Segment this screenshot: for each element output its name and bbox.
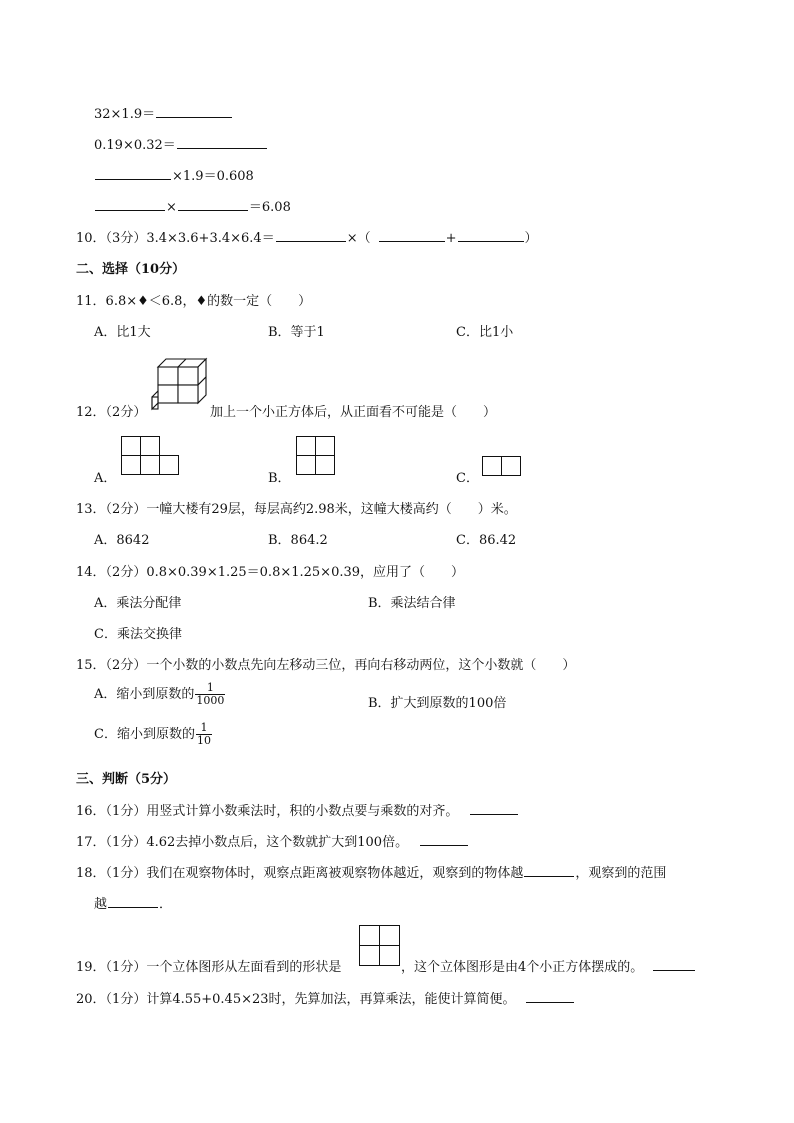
q18-part2: ，观察到的范围 <box>575 866 667 881</box>
square-cell <box>359 945 380 966</box>
square-cell <box>140 436 160 456</box>
q19-prefix: 19．（1分）一个立体图形从左面看到的形状是 <box>76 960 342 975</box>
q14-option-a[interactable]: A．乘法分配律 <box>94 596 182 611</box>
answer-blank[interactable] <box>458 229 524 242</box>
q13-option-c[interactable]: C．86.42 <box>456 533 517 548</box>
q12-option-c-figure[interactable] <box>482 456 522 476</box>
square-cell <box>296 436 316 456</box>
q19-rest <box>401 956 696 975</box>
q9-line3 <box>94 165 254 184</box>
square-cell <box>482 456 502 476</box>
q20-stem: 20．（1分）计算4.55+0.45×23时，先算加法，再算乘法，能使计算简便。 <box>76 992 516 1007</box>
q13-stem: 13．（2分）一幢大楼有29层，每层高约2.98米，这幢大楼高约（ ）米。 <box>76 502 517 517</box>
q17 <box>76 831 469 850</box>
fraction-numerator: 1 <box>206 681 214 694</box>
q19-left-view-figure <box>359 925 401 967</box>
square-cell <box>121 436 141 456</box>
q18-line1 <box>76 862 666 881</box>
answer-blank[interactable] <box>526 990 574 1003</box>
q14-stem: 14．（2分）0.8×0.39×1.25＝0.8×1.25×0.39，应用了（ ） <box>76 565 465 580</box>
q12-suffix: 加上一个小正方体后，从正面看不可能是（ ） <box>210 405 497 420</box>
section-title-choice: 二、选择（10分） <box>76 262 186 277</box>
q9-line1-text: 32×1.9＝ <box>94 107 156 122</box>
q9-line2-text: 0.19×0.32＝ <box>94 138 176 153</box>
q13-option-a[interactable]: A．8642 <box>94 533 150 548</box>
answer-blank[interactable] <box>420 833 468 846</box>
q12-option-c[interactable]: C． <box>456 471 479 486</box>
square-cell <box>315 455 335 475</box>
q19-suffix: ，这个立体图形是由4个小正方体摆成的。 <box>401 960 644 975</box>
q12-prefix: 12．（2分） <box>76 405 147 420</box>
answer-blank[interactable] <box>156 105 232 118</box>
q14-option-b[interactable]: B．乘法结合律 <box>368 596 456 611</box>
q10 <box>76 227 538 246</box>
square-cell <box>501 456 521 476</box>
q18-line2 <box>94 893 172 912</box>
q17-stem: 17．（1分）4.62去掉小数点后，这个数就扩大到100倍。 <box>76 835 409 850</box>
square-cell <box>140 455 160 475</box>
square-cell <box>121 455 141 475</box>
q20 <box>76 988 575 1007</box>
answer-blank[interactable] <box>95 198 165 211</box>
answer-blank[interactable] <box>379 229 445 242</box>
q12-option-b-figure[interactable] <box>296 436 336 476</box>
q9-line4-mid: × <box>166 200 177 215</box>
q10-times: ×（ <box>346 231 371 246</box>
q16-stem: 16．（1分）用竖式计算小数乘法时，积的小数点要与乘数的对齐。 <box>76 804 459 819</box>
square-cell <box>379 925 400 946</box>
q15-option-c-text: C．缩小到原数的 <box>94 727 195 742</box>
q10-prefix: 10．（3分）3.4×3.6+3.4×6.4＝ <box>76 231 275 246</box>
answer-blank[interactable] <box>95 167 171 180</box>
section-title-judge: 三、判断（5分） <box>76 772 177 787</box>
q15-option-c[interactable] <box>94 722 212 747</box>
q9-line1 <box>94 103 233 122</box>
answer-blank[interactable] <box>178 198 248 211</box>
q15-option-a[interactable] <box>94 682 225 707</box>
q15-stem: 15．（2分）一个小数的小数点先向左移动三位，再向右移动两位，这个小数就（ ） <box>76 658 576 673</box>
q9-line2 <box>94 134 268 153</box>
cube-stack-figure <box>150 355 210 415</box>
q12-option-a[interactable]: A． <box>94 471 117 486</box>
q12-option-a-figure[interactable] <box>121 436 181 476</box>
square-cell <box>296 455 316 475</box>
q10-close: ） <box>524 231 538 246</box>
fraction <box>195 682 225 707</box>
square-cell <box>159 455 179 475</box>
answer-blank[interactable] <box>276 229 346 242</box>
square-cell <box>315 436 335 456</box>
q11-option-a[interactable]: A．比1大 <box>94 325 151 340</box>
q15-option-a-text: A．缩小到原数的 <box>94 687 195 702</box>
fraction-denominator: 10 <box>196 734 211 747</box>
answer-blank[interactable] <box>108 895 158 908</box>
q11-option-c[interactable]: C．比1小 <box>456 325 514 340</box>
q10-plus: + <box>445 231 457 246</box>
q15-option-b[interactable]: B．扩大到原数的100倍 <box>368 696 507 711</box>
q13-option-b[interactable]: B．864.2 <box>268 533 328 548</box>
answer-blank[interactable] <box>470 802 518 815</box>
q14-option-c[interactable]: C．乘法交换律 <box>94 627 182 642</box>
q18-part3: 越 <box>94 897 108 912</box>
q11-stem: 11．6.8×♦＜6.8，♦的数一定（ ） <box>76 294 312 309</box>
q9-line4 <box>94 196 291 215</box>
fraction-denominator: 1000 <box>196 694 225 707</box>
q11-option-b[interactable]: B．等于1 <box>268 325 325 340</box>
q18-part1: 18．（1分）我们在观察物体时，观察点距离被观察物体越近，观察到的物体越 <box>76 866 524 881</box>
q9-line4-end: ＝6.08 <box>248 200 291 215</box>
q9-line3-text: ×1.9＝0.608 <box>172 169 254 184</box>
answer-blank[interactable] <box>177 136 267 149</box>
square-cell <box>359 925 380 946</box>
q16 <box>76 800 519 819</box>
q18-part4: ． <box>159 897 173 912</box>
square-cell <box>379 945 400 966</box>
fraction-numerator: 1 <box>200 721 208 734</box>
q12-option-b[interactable]: B． <box>268 471 291 486</box>
answer-blank[interactable] <box>653 958 695 971</box>
answer-blank[interactable] <box>524 864 574 877</box>
fraction <box>196 722 212 747</box>
